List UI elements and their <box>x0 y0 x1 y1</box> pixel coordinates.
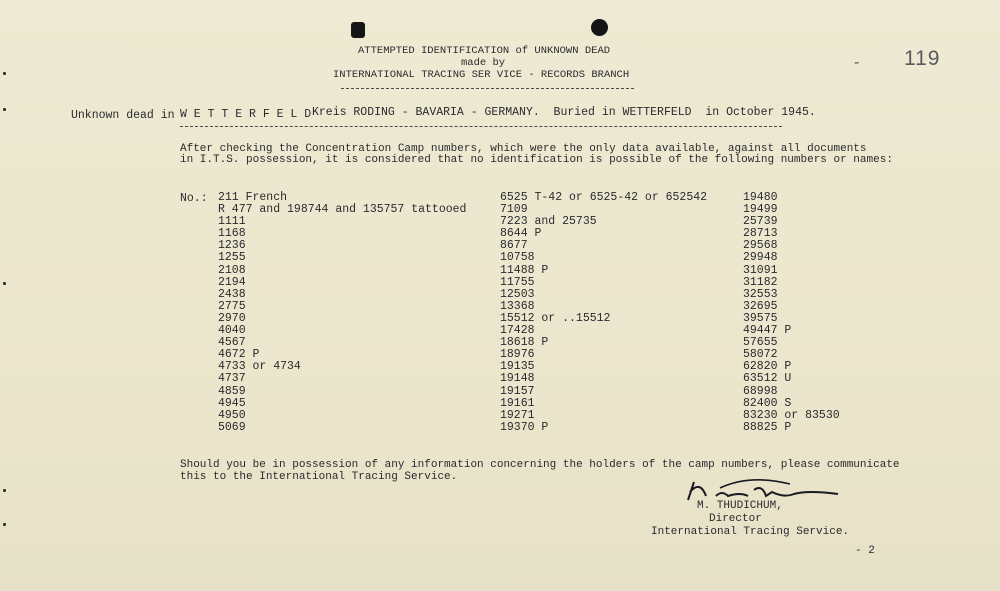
subject-place: W E T T E R F E L D <box>180 108 312 121</box>
page-number: 119 <box>904 47 941 70</box>
camp-number-entry: 58072 <box>743 348 778 362</box>
header-rule <box>341 88 634 89</box>
camp-number-entry: 39575 <box>743 311 778 325</box>
camp-number-entry: 11755 <box>500 275 535 289</box>
number-column-2 <box>500 192 707 434</box>
camp-number-entry: 15512 or ..15512 <box>500 311 611 325</box>
camp-number-entry: 8644 P <box>500 227 542 241</box>
camp-number-entry: 7223 and 25735 <box>500 215 597 229</box>
camp-number-entry: 82400 S <box>743 396 792 410</box>
signatory-organisation: International Tracing Service. <box>651 526 850 538</box>
intro-line-2: in I.T.S. possession, it is considered that no identification is possible of the following numbers or names: <box>180 154 893 166</box>
camp-number-entry: 10758 <box>500 251 535 265</box>
camp-number-entry: 18976 <box>500 348 535 362</box>
header-made-by: made by <box>461 57 506 69</box>
camp-number-entry: 4859 <box>218 384 246 398</box>
camp-number-entry: 19370 P <box>500 420 549 434</box>
camp-number-entry: 12503 <box>500 287 535 301</box>
punch-hole-left <box>351 22 365 38</box>
camp-number-entry: 4567 <box>218 336 246 350</box>
number-column-1 <box>218 192 466 434</box>
camp-number-entry: 13368 <box>500 299 535 313</box>
camp-number-entry: 2438 <box>218 287 246 301</box>
camp-number-entry: 25739 <box>743 215 778 229</box>
camp-number-entry: 2775 <box>218 299 246 313</box>
closing-line-2: this to the International Tracing Service. <box>180 471 458 483</box>
camp-number-entry: 29948 <box>743 251 778 265</box>
camp-number-entry: 4040 <box>218 324 246 338</box>
camp-number-entry: 7109 <box>500 203 528 217</box>
camp-number-entry: 19271 <box>500 408 535 422</box>
camp-number-entry: 28713 <box>743 227 778 241</box>
camp-number-entry: 17428 <box>500 324 535 338</box>
header-title: ATTEMPTED IDENTIFICATION of UNKNOWN DEAD <box>358 45 611 57</box>
camp-number-entry: 211 French <box>218 191 288 204</box>
camp-number-entry: 19480 <box>743 191 778 204</box>
footer-mark: - 2 <box>855 545 875 557</box>
camp-number-entry: 2970 <box>218 311 246 325</box>
camp-number-entry: 2194 <box>218 275 246 289</box>
signatory-title: Director <box>709 513 762 525</box>
camp-number-entry: 29568 <box>743 239 778 253</box>
camp-number-entry: 88825 P <box>743 420 792 434</box>
camp-number-entry: R 477 and 198744 and 135757 tattooed <box>218 203 467 217</box>
signatory-name: M. THUDICHUM, <box>697 500 783 512</box>
subject-label: Unknown dead in <box>71 109 175 122</box>
edge-mark <box>3 72 6 75</box>
edge-mark <box>3 523 6 526</box>
punch-hole-right <box>591 19 608 36</box>
list-label: No.: <box>180 192 208 205</box>
camp-number-entry: 83230 or 83530 <box>743 408 840 422</box>
camp-number-entry: 19148 <box>500 372 535 386</box>
camp-number-entry: 68998 <box>743 384 778 398</box>
camp-number-entry: 4672 P <box>218 348 260 362</box>
camp-number-entry: 4737 <box>218 372 246 386</box>
camp-number-entry: 5069 <box>218 420 246 434</box>
camp-number-entry: 19157 <box>500 384 535 398</box>
edge-mark <box>3 108 6 111</box>
camp-number-entry: 49447 P <box>743 324 792 338</box>
camp-number-entry: 19161 <box>500 396 535 410</box>
camp-number-entry: 18618 P <box>500 336 549 350</box>
camp-number-entry: 63512 U <box>743 372 792 386</box>
camp-number-entry: 1236 <box>218 239 246 253</box>
camp-number-entry: 57655 <box>743 336 778 350</box>
page-number-prefix: - <box>854 54 860 71</box>
camp-number-entry: 4950 <box>218 408 246 422</box>
camp-number-entry: 19135 <box>500 360 535 374</box>
camp-number-entry: 11488 P <box>500 263 549 277</box>
subject-rule <box>180 126 782 127</box>
camp-number-entry: 32695 <box>743 299 778 313</box>
camp-number-entry: 31091 <box>743 263 778 277</box>
camp-number-entry: 6525 T-42 or 6525-42 or 652542 <box>500 191 708 204</box>
subject-details: Kreis RODING - BAVARIA - GERMANY. Buried in WETTERFELD in October 1945. <box>312 106 816 119</box>
camp-number-entry: 62820 P <box>743 360 792 374</box>
camp-number-entry: 1168 <box>218 227 246 241</box>
camp-number-entry: 1111 <box>218 215 246 229</box>
camp-number-entry: 4945 <box>218 396 246 410</box>
camp-number-entry: 19499 <box>743 203 778 217</box>
number-column-3 <box>743 192 840 434</box>
camp-number-entry: 2108 <box>218 263 246 277</box>
edge-mark <box>3 282 6 285</box>
camp-number-entry: 31182 <box>743 275 778 289</box>
camp-number-entry: 8677 <box>500 239 528 253</box>
camp-number-entry: 1255 <box>218 251 246 265</box>
edge-mark <box>3 489 6 492</box>
closing-line-1: Should you be in possession of any information concerning the holders of the camp numbers, please communicate <box>180 459 900 471</box>
intro-line-1: After checking the Concentration Camp numbers, which were the only data available, against all documents <box>180 143 867 155</box>
header-organisation: INTERNATIONAL TRACING SER VICE - RECORDS BRANCH <box>333 69 630 81</box>
camp-number-entry: 4733 or 4734 <box>218 360 301 374</box>
camp-number-entry: 32553 <box>743 287 778 301</box>
